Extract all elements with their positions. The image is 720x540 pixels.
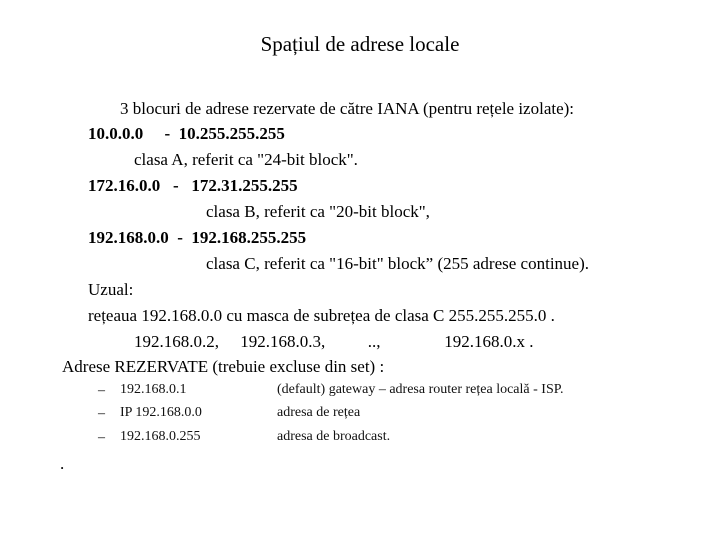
dash-bullet-icon: – bbox=[98, 430, 105, 445]
reserved-description: adresa de rețea bbox=[277, 405, 361, 420]
intro-text: 3 blocuri de adrese rezervate de către IANA (pentru rețele izolate): bbox=[120, 99, 575, 118]
dash-bullet-icon: – bbox=[98, 406, 105, 421]
block-b-range: 172.16.0.0 - 172.31.255.255 bbox=[88, 176, 298, 195]
page-title: Spațiul de adrese locale bbox=[260, 32, 460, 56]
block-a-range: 10.0.0.0 - 10.255.255.255 bbox=[88, 124, 285, 143]
reserved-description: adresa de broadcast. bbox=[277, 429, 391, 444]
reserved-address: 192.168.0.1 bbox=[120, 382, 187, 397]
reserved-address: IP 192.168.0.0 bbox=[120, 405, 202, 420]
block-b-note: clasa B, referit ca "20-bit block", bbox=[206, 202, 430, 221]
block-a-note: clasa A, referit ca "24-bit block". bbox=[134, 150, 358, 169]
usual-line: rețeaua 192.168.0.0 cu masca de subrețea de clasa C 255.255.255.0 . bbox=[88, 306, 555, 325]
reserved-description: (default) gateway – adresa router rețea locală - ISP. bbox=[277, 382, 564, 397]
reserved-address: 192.168.0.255 bbox=[120, 429, 201, 444]
trailing-period: . bbox=[60, 454, 65, 473]
usual-examples: 192.168.0.2, 192.168.0.3, .., 192.168.0.x . bbox=[134, 332, 534, 351]
block-c-range: 192.168.0.0 - 192.168.255.255 bbox=[88, 228, 307, 247]
usual-heading: Uzual: bbox=[88, 280, 134, 299]
dash-bullet-icon: – bbox=[98, 383, 105, 398]
block-c-note: clasa C, referit ca "16-bit" block” (255 adrese continue). bbox=[206, 254, 589, 273]
reserved-heading: Adrese REZERVATE (trebuie excluse din set) : bbox=[62, 357, 385, 376]
